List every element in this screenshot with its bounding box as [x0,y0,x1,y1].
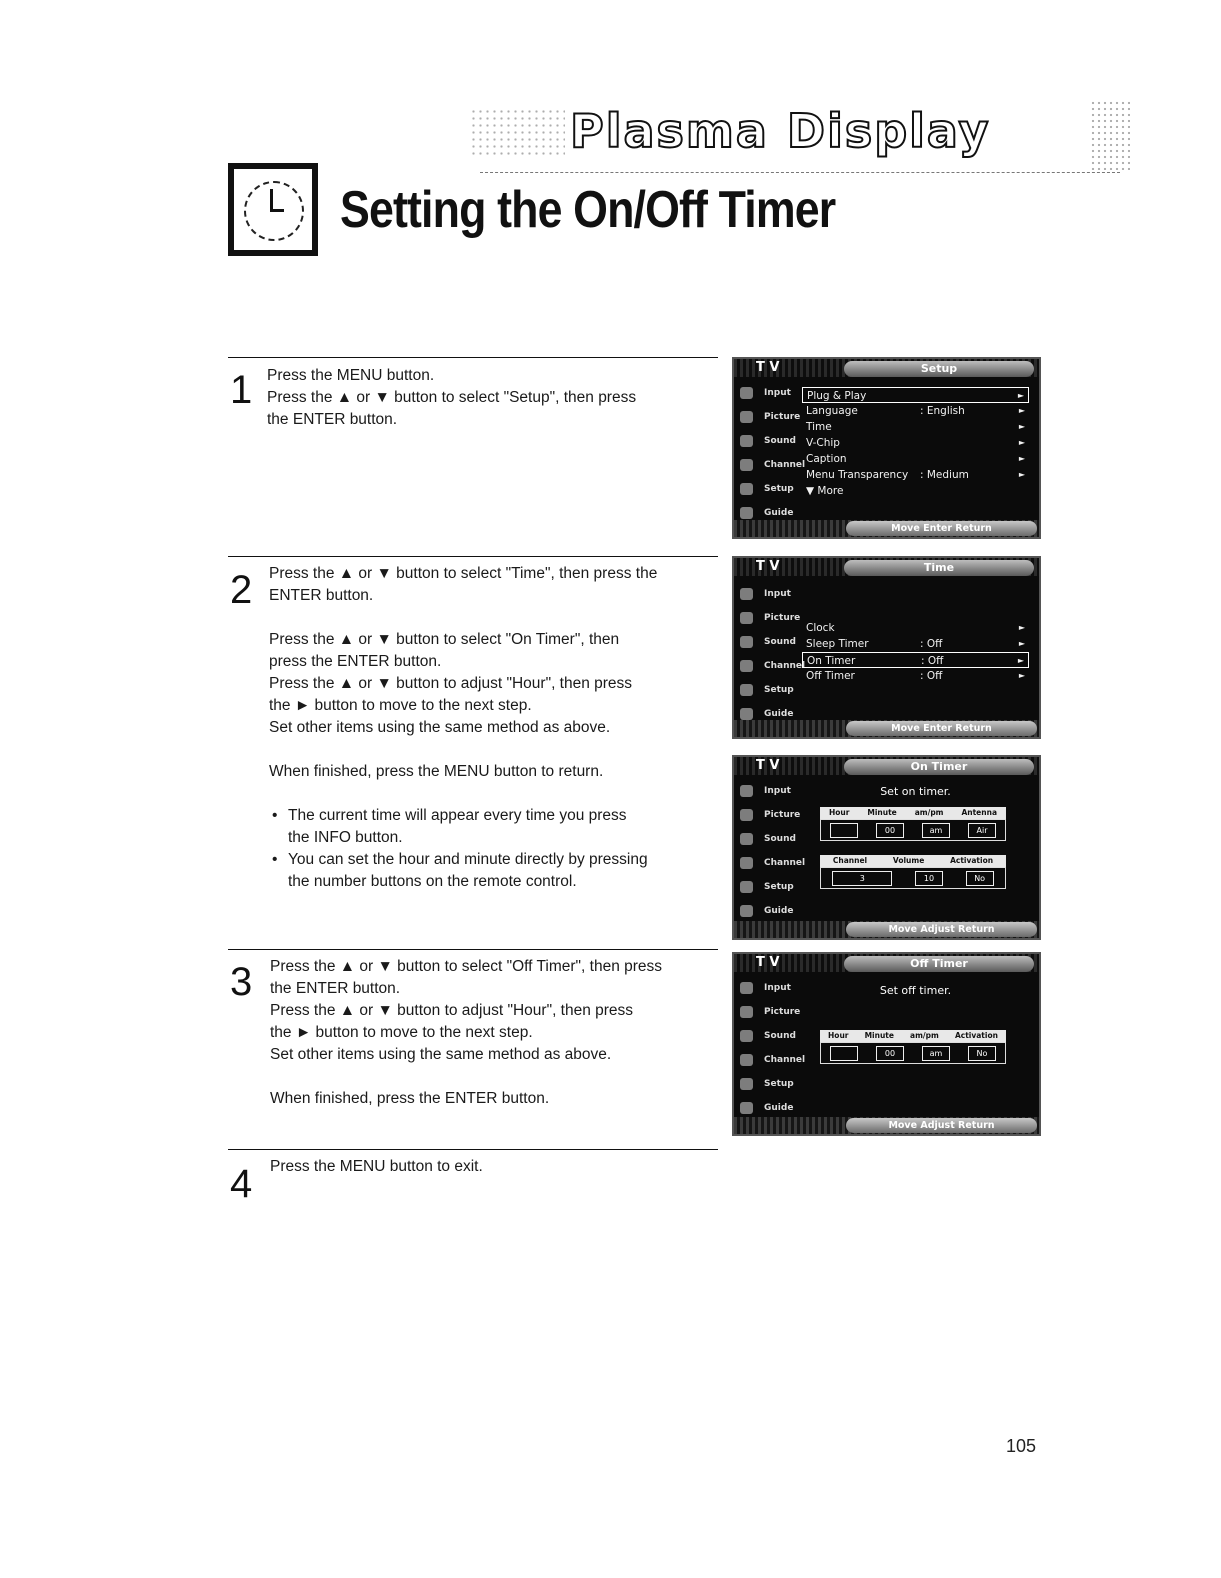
tv-hint-bar [734,1117,1039,1134]
sidebar-item-setup: Setup [734,1072,798,1096]
tv-screen-off-timer [732,952,1041,1136]
sidebar-item-channel: Channel [734,851,798,875]
step-divider [228,357,718,358]
sidebar-item-picture: Picture [734,803,798,827]
minute-field: 00 [876,1046,904,1061]
menu-row: Menu Transparency : Medium ► [806,469,1025,481]
tv-label: T V [756,758,780,773]
step-3-text [270,956,720,1110]
sidebar-item-input: Input [734,582,798,606]
grid-head: Antenna [961,808,998,817]
hour-field [830,823,858,838]
step-number: 4 [230,1162,253,1206]
sidebar-item-guide: Guide [734,899,798,923]
menu-row: V-Chip ► [806,437,1025,449]
minute-field: 00 [876,823,904,838]
tv-hint-bar [734,520,1039,537]
menu-row: Sleep Timer : Off ► [806,638,1025,650]
step-line: Press the MENU button to exit. [270,1158,483,1175]
decorative-dots [470,108,565,158]
sidebar-item-input: Input [734,381,798,405]
sidebar-item-guide: Guide [734,1096,798,1120]
tv-hint-bar [734,720,1039,737]
antenna-field: Air [968,823,996,838]
step-2-text [269,563,719,893]
sidebar-item-channel: Channel [734,453,798,477]
menu-tab: Time [844,560,1034,576]
volume-field: 10 [915,871,943,886]
tv-label: T V [756,360,780,375]
step-divider [228,949,718,950]
grid-head: Activation [954,1031,998,1040]
grid-head: Activation [950,856,994,865]
menu-tab: On Timer [844,759,1034,775]
sidebar-item-sound: Sound [734,827,798,851]
activation-field: No [966,871,994,886]
step-4-text [270,1156,720,1178]
ampm-field: am [922,823,950,838]
on-timer-grid-2 [820,855,1006,889]
screen-caption: Set on timer. [880,785,951,798]
header-rule [480,172,1120,173]
sidebar-item-channel: Channel [734,1048,798,1072]
activation-field: No [968,1046,996,1061]
channel-field: 3 [832,871,892,886]
note-item: • You can set the hour and minute directly by pressing the number buttons on the remote control. [269,849,719,893]
page-number: 105 [1006,1436,1037,1456]
step-line: Press the ▲ or ▼ button to select "Off Timer", then press the ENTER button. Press the ▲ or ▼ button to adjust "Hour", then press the ► button to move to the next step. Set other items using the same method as above. [270,958,663,1063]
brand-header [470,100,1130,170]
sidebar-item-channel: Channel [734,654,798,678]
tv-hint-bar [734,921,1039,938]
sidebar-item-guide: Guide [734,702,798,726]
page-title: Setting the On/Off Timer [340,181,836,239]
tv-screen-setup [732,357,1041,539]
note-item: • The current time will appear every time you press the INFO button. [269,805,719,849]
step-divider [228,1149,718,1150]
sidebar-item-input: Input [734,976,798,1000]
tv-sidebar [734,381,806,525]
step-line: Press the MENU button. [267,367,435,384]
menu-row: On Timer : Off ► [802,652,1029,668]
grid-head: Hour [828,1031,849,1040]
grid-head: Minute [867,808,897,817]
sidebar-item-sound: Sound [734,429,798,453]
sidebar-item-setup: Setup [734,875,798,899]
sidebar-item-picture: Picture [734,1000,798,1024]
step-divider [228,556,718,557]
tv-sidebar [734,779,806,923]
notes-list [269,805,719,893]
step-line: Press the ▲ or ▼ button to select "Time", then press the ENTER button. [269,565,658,604]
grid-head: Hour [828,808,850,817]
grid-head: am/pm [914,808,944,817]
step-number: 2 [230,568,253,612]
hour-field [830,1046,858,1061]
hint-text: Move Enter Return [846,521,1037,536]
menu-row: Caption ► [806,453,1025,465]
ampm-field: am [922,1046,950,1061]
menu-row: Time ► [806,421,1025,433]
menu-row: Plug & Play ► [802,387,1029,403]
tv-screen-time [732,556,1041,739]
step-line: Press the ▲ or ▼ button to select "On Timer", then press the ENTER button. Press the ▲ or ▼ button to adjust "Hour", then press the ► button to move to the next step. Set other items using the same method as above. [269,631,633,736]
step-1-text [267,365,717,431]
step-number: 1 [230,368,253,412]
grid-head: Channel [832,856,868,865]
step-line: When finished, press the MENU button to return. [269,763,604,780]
grid-head: Volume [892,856,925,865]
sidebar-item-picture: Picture [734,606,798,630]
time-menu [802,620,1029,684]
sidebar-item-input: Input [734,779,798,803]
decorative-dots [1090,100,1130,170]
menu-row: Language : English ► [806,405,1025,417]
menu-row: Off Timer : Off ► [806,670,1025,682]
sidebar-item-sound: Sound [734,1024,798,1048]
grid-head: Minute [864,1031,894,1040]
step-line: When finished, press the ENTER button. [270,1090,550,1107]
sidebar-item-picture: Picture [734,405,798,429]
step-number: 3 [230,960,253,1004]
clock-icon [228,163,318,256]
tv-label: T V [756,955,780,970]
menu-tab: Off Timer [844,956,1034,972]
brand-title: Plasma Display [570,104,991,158]
sidebar-item-guide: Guide [734,501,798,525]
tv-label: T V [756,559,780,574]
sidebar-item-sound: Sound [734,630,798,654]
hint-text: Move Adjust Return [846,1118,1037,1133]
sidebar-item-setup: Setup [734,477,798,501]
hint-text: Move Adjust Return [846,922,1037,937]
menu-tab: Setup [844,361,1034,377]
step-line: Press the ▲ or ▼ button to select "Setup", then press the ENTER button. [267,389,637,428]
sidebar-item-setup: Setup [734,678,798,702]
tv-sidebar [734,582,806,726]
grid-head: am/pm [910,1031,939,1040]
tv-sidebar [734,976,806,1120]
hint-text: Move Enter Return [846,721,1037,736]
menu-row: Clock ► [806,622,1025,634]
setup-menu [802,387,1029,499]
menu-row: ▼ More [806,485,844,497]
tv-screen-on-timer [732,755,1041,940]
screen-caption: Set off timer. [879,984,952,997]
on-timer-grid-1 [820,807,1006,841]
off-timer-grid [820,1030,1006,1064]
